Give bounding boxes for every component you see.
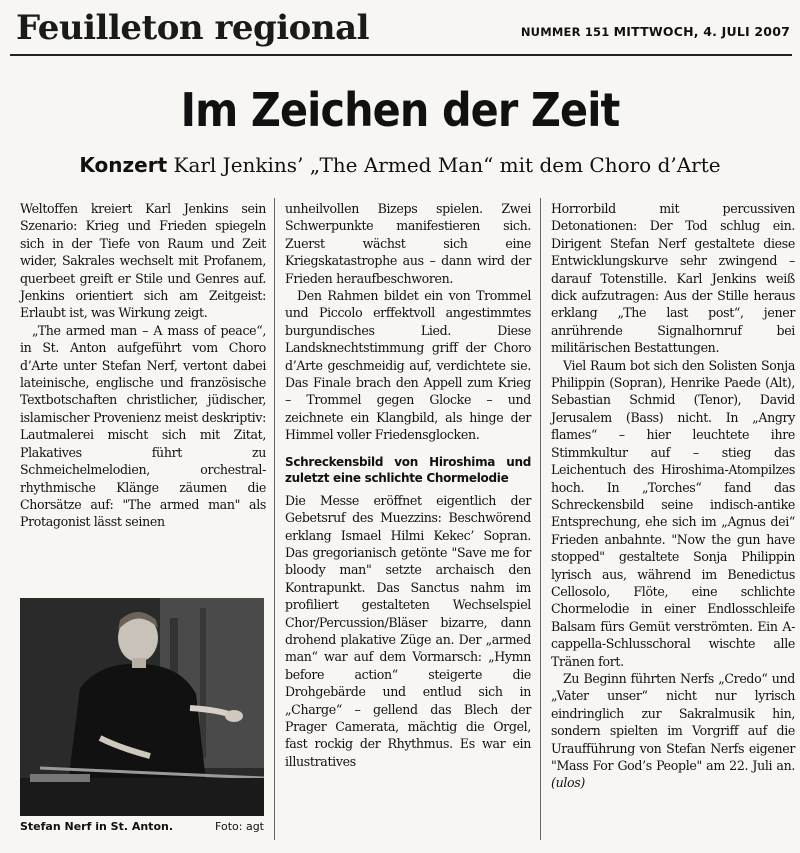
column-rule xyxy=(274,198,275,840)
column-1 xyxy=(20,200,266,531)
article-photo xyxy=(20,598,264,816)
subheadline-text: Karl Jenkins’ „The Armed Man“ mit dem Choro d’Arte xyxy=(173,153,721,177)
paragraph: Viel Raum bot sich den Solisten Sonja Philippin (Sopran), Henrike Paede (Alt), Sebastian Schmid (Tenor), David Jerusalem (Bass) nicht. In „Angry flames“ – hier leuchtete ihre Stimmkultur auf – stieg das Leichentuch des Hiroshima-Atompilzes hoch. In „Torches“ fand das Schreckensbild seine indisch-antike Entsprechung, ehe sich im „Agnus dei“ Frieden anbahnte. "Now the gun have stopped" gestaltete Sonja Philippin lyrisch aus, während im Benedictus Cellosolo, Flöte, eine schlichte Chormelodie in einer Endlosschleife Balsam fürs Gemüt verströmten. Ein A-cappella-Schlusschoral wischte alle Tränen fort. xyxy=(551,357,795,669)
paragraph: unheilvollen Bizeps spielen. Zwei Schwerpunkte manifestieren sich. Zuerst wächst sich eine Kriegskatastrophe aus – dann wird der Frieden heraufbeschworen. xyxy=(285,201,531,286)
photo-caption xyxy=(20,820,264,833)
column-2 xyxy=(285,200,531,770)
author-byline: (ulos) xyxy=(551,775,585,791)
issue-info xyxy=(521,24,790,39)
issue-number: NUMMER 151 xyxy=(520,25,610,39)
kicker: Konzert xyxy=(79,153,168,177)
paragraph xyxy=(551,670,795,792)
issue-date: MITTWOCH, 4. JULI 2007 xyxy=(613,24,790,39)
page-header xyxy=(10,6,792,56)
photo-credit: Foto: agt xyxy=(215,820,264,833)
column-3 xyxy=(551,200,795,792)
paragraph-text: Zu Beginn führten Nerfs „Credo“ und „Vater unser“ nicht nur lyrisch eindringlich zur Sakralmusik hin, sondern spielten im Vorgriff auf die Uraufführung von Stefan Nerfs eigener "Mass For God’s People" am 22. Juli an. xyxy=(551,670,795,773)
column-rule xyxy=(540,198,541,840)
paragraph: Den Rahmen bildet ein von Trommel und Piccolo erffektvoll angestimmtes burgundisches Lied. Diese Landsknechtstimmung griff der Choro d’Arte geschmeidig auf, verdichtete sie. Das Finale brach den Appell zum Krieg – Trommel gegen Glocke – und zeichnete ein Klangbild, als hinge der Himmel voller Friedensglocken. xyxy=(285,288,531,443)
subheadline xyxy=(0,152,800,178)
caption-text: Stefan Nerf in St. Anton. xyxy=(20,820,174,833)
conductor-photo xyxy=(20,598,264,816)
paragraph: Die Messe eröffnet eigentlich der Gebetsruf des Muezzins: Beschwörend erklang Ismael Hilmi Kekec’ Sopran. Das gregorianisch getönte "Save me for bloody man" setzte archaisch den Kontrapunkt. Das Sanctus nahm im profiliert gestalteten Wechselspiel Chor/Percussion/Bläser bizarre, dann drohend plakative Züge an. Der „armed man“ war auf dem Vormarsch: „Hymn before action“ steigerte die Drohgebärde und entlud sich in „Charge“ – gellend das Blech der Prager Camerata, mächtig die Orgel, fast rockig der Rhythmus. Es war ein illustratives xyxy=(285,492,531,769)
crosshead: Schreckensbild von Hiroshima und zuletzt eine schlichte Chormelodie xyxy=(285,454,531,485)
paragraph: Horrorbild mit percussiven Detonationen: Der Tod schlug ein. Dirigent Stefan Nerf gestaltete diese Entwicklungskurve sehr zwingend – darauf Totenstille. Karl Jenkins weiß dick aufzutragen: Aus der Stille heraus erklang „The last post“, jener anrührende Signalhornruf bei militärischen Bestattungen. xyxy=(551,201,795,356)
paragraph: Weltoffen kreiert Karl Jenkins sein Szenario: Krieg und Frieden spiegeln sich in der Tiefe von Raum und Zeit wider, Sakrales wechselt mit Profanem, querbeet greift er Stile und Genres auf. Jenkins orientiert sich am Zeitgeist: Erlaubt ist, was Wirkung zeigt. xyxy=(20,201,266,321)
section-title: Feuilleton regional xyxy=(16,8,370,48)
headline: Im Zeichen der Zeit xyxy=(180,83,620,137)
paragraph: „The armed man – A mass of peace“, in St. Anton aufgeführt vom Choro d’Arte unter Stefan Nerf, vertont dabei lateinische, englische und französische Textbotschaften christlicher, jüdischer, islamischer Provenienz meist deskriptiv: Lautmalerei mischt sich mit Zitat, Plakatives führt zu Schmeichelmelodien, orchestral-rhythmische Klänge zäumen die Chorsätze auf: "The armed man" als Protagonist lässt seinen xyxy=(20,322,266,530)
